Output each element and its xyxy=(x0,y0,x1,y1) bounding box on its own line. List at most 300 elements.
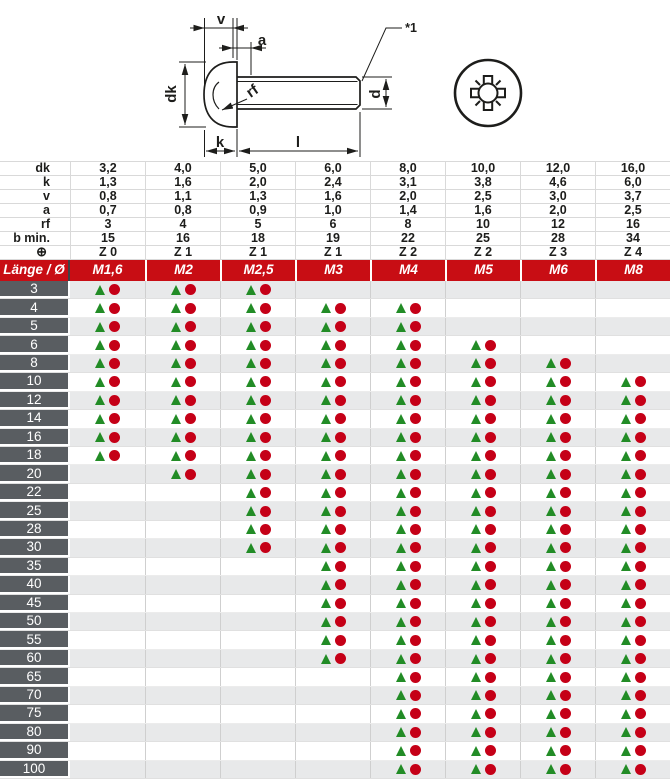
availability-cell xyxy=(595,595,670,612)
availability-circle-icon xyxy=(485,450,496,461)
availability-triangle-icon xyxy=(171,377,181,387)
availability-triangle-icon xyxy=(396,506,406,516)
availability-triangle-icon xyxy=(321,635,331,645)
availability-cell xyxy=(70,318,145,335)
availability-circle-icon xyxy=(560,616,571,627)
availability-circle-icon xyxy=(485,708,496,719)
table-row xyxy=(0,576,670,594)
availability-triangle-icon xyxy=(95,414,105,424)
length-label: 90 xyxy=(0,742,70,759)
availability-cell xyxy=(445,705,520,722)
availability-cell xyxy=(445,613,520,630)
availability-circle-icon xyxy=(260,340,271,351)
availability-circle-icon xyxy=(635,764,646,775)
availability-triangle-icon xyxy=(471,580,481,590)
dimension-value: 1,0 xyxy=(295,204,370,217)
availability-triangle-icon xyxy=(95,340,105,350)
dimension-value: 28 xyxy=(520,232,595,245)
availability-cell xyxy=(520,687,595,704)
availability-triangle-icon xyxy=(471,690,481,700)
availability-triangle-icon xyxy=(246,395,256,405)
dimension-value: Z 4 xyxy=(595,246,670,259)
availability-cell xyxy=(370,410,445,427)
availability-circle-icon xyxy=(560,598,571,609)
availability-triangle-icon xyxy=(621,524,631,534)
availability-cell xyxy=(370,576,445,593)
length-label: 65 xyxy=(0,668,70,685)
availability-circle-icon xyxy=(485,524,496,535)
availability-cell xyxy=(220,705,295,722)
availability-cell xyxy=(445,429,520,446)
availability-triangle-icon xyxy=(621,580,631,590)
availability-cell xyxy=(145,447,220,464)
pozidriv-recess-icon xyxy=(455,60,521,126)
availability-triangle-icon xyxy=(396,414,406,424)
availability-circle-icon xyxy=(635,598,646,609)
availability-cell xyxy=(370,668,445,685)
availability-circle-icon xyxy=(560,653,571,664)
availability-circle-icon xyxy=(560,469,571,480)
availability-circle-icon xyxy=(485,764,496,775)
availability-triangle-icon xyxy=(171,303,181,313)
availability-circle-icon xyxy=(635,487,646,498)
dimension-row xyxy=(0,232,670,246)
dimension-value: 16,0 xyxy=(595,162,670,175)
availability-triangle-icon xyxy=(396,580,406,590)
table-row xyxy=(0,281,670,299)
availability-cell xyxy=(295,502,370,519)
availability-triangle-icon xyxy=(621,635,631,645)
availability-cell xyxy=(520,595,595,612)
availability-cell xyxy=(595,687,670,704)
availability-circle-icon xyxy=(260,524,271,535)
availability-circle-icon xyxy=(109,432,120,443)
availability-circle-icon xyxy=(410,672,421,683)
availability-cell xyxy=(70,410,145,427)
availability-circle-icon xyxy=(335,506,346,517)
availability-cell xyxy=(520,299,595,316)
availability-cell xyxy=(520,539,595,556)
availability-cell xyxy=(70,724,145,741)
availability-triangle-icon xyxy=(621,414,631,424)
table-row xyxy=(0,613,670,631)
availability-triangle-icon xyxy=(321,598,331,608)
availability-triangle-icon xyxy=(396,303,406,313)
availability-cell xyxy=(295,687,370,704)
availability-triangle-icon xyxy=(546,395,556,405)
availability-circle-icon xyxy=(485,487,496,498)
availability-triangle-icon xyxy=(396,617,406,627)
availability-cell xyxy=(70,281,145,298)
availability-triangle-icon xyxy=(246,543,256,553)
dimension-value: 10,0 xyxy=(445,162,520,175)
table-row xyxy=(0,429,670,447)
availability-cell xyxy=(220,613,295,630)
availability-cell xyxy=(445,410,520,427)
availability-triangle-icon xyxy=(396,746,406,756)
length-label: 70 xyxy=(0,687,70,704)
availability-circle-icon xyxy=(560,524,571,535)
availability-cell xyxy=(295,742,370,759)
availability-circle-icon xyxy=(335,321,346,332)
length-label: 28 xyxy=(0,521,70,538)
availability-cell xyxy=(520,318,595,335)
dimension-row xyxy=(0,190,670,204)
availability-circle-icon xyxy=(635,450,646,461)
table-row xyxy=(0,705,670,723)
availability-circle-icon xyxy=(335,395,346,406)
availability-cell xyxy=(70,465,145,482)
availability-triangle-icon xyxy=(471,432,481,442)
table-row xyxy=(0,539,670,557)
availability-cell xyxy=(445,742,520,759)
availability-cell xyxy=(70,613,145,630)
dimension-value: 8,0 xyxy=(370,162,445,175)
dimension-value: 16 xyxy=(145,232,220,245)
availability-triangle-icon xyxy=(471,340,481,350)
availability-cell xyxy=(520,705,595,722)
availability-triangle-icon xyxy=(546,358,556,368)
dimension-value: 12,0 xyxy=(520,162,595,175)
table-row xyxy=(0,318,670,336)
availability-cell xyxy=(445,502,520,519)
availability-triangle-icon xyxy=(396,322,406,332)
dimension-value: 5 xyxy=(220,218,295,231)
availability-triangle-icon xyxy=(471,709,481,719)
availability-circle-icon xyxy=(335,340,346,351)
availability-triangle-icon xyxy=(546,672,556,682)
availability-cell xyxy=(595,521,670,538)
availability-circle-icon xyxy=(560,487,571,498)
availability-triangle-icon xyxy=(321,414,331,424)
length-label: 3 xyxy=(0,281,70,298)
availability-cell xyxy=(445,392,520,409)
dimension-value: Z 3 xyxy=(520,246,595,259)
availability-circle-icon xyxy=(485,506,496,517)
availability-cell xyxy=(70,558,145,575)
table-row xyxy=(0,484,670,502)
availability-circle-icon xyxy=(485,672,496,683)
availability-triangle-icon xyxy=(95,285,105,295)
availability-triangle-icon xyxy=(621,432,631,442)
availability-cell xyxy=(445,539,520,556)
availability-triangle-icon xyxy=(396,654,406,664)
availability-circle-icon xyxy=(410,395,421,406)
availability-circle-icon xyxy=(410,727,421,738)
availability-cell xyxy=(370,724,445,741)
availability-triangle-icon xyxy=(396,690,406,700)
availability-cell xyxy=(70,392,145,409)
matrix-column-header: M8 xyxy=(595,260,670,281)
availability-circle-icon xyxy=(635,690,646,701)
availability-cell xyxy=(370,521,445,538)
availability-circle-icon xyxy=(335,303,346,314)
availability-cell xyxy=(370,761,445,778)
length-label: 55 xyxy=(0,631,70,648)
availability-cell xyxy=(595,392,670,409)
availability-cell xyxy=(445,576,520,593)
availability-cell xyxy=(220,502,295,519)
availability-triangle-icon xyxy=(246,340,256,350)
availability-triangle-icon xyxy=(621,690,631,700)
availability-cell xyxy=(220,576,295,593)
availability-cell xyxy=(445,687,520,704)
availability-triangle-icon xyxy=(321,580,331,590)
availability-circle-icon xyxy=(260,469,271,480)
availability-circle-icon xyxy=(485,579,496,590)
dimension-label: k xyxy=(43,175,50,189)
availability-triangle-icon xyxy=(546,451,556,461)
availability-triangle-icon xyxy=(621,469,631,479)
availability-cell xyxy=(445,668,520,685)
availability-cell xyxy=(220,687,295,704)
table-row xyxy=(0,410,670,428)
dimension-row xyxy=(0,162,670,176)
availability-circle-icon xyxy=(485,358,496,369)
footnote-marker: *1 xyxy=(405,21,417,35)
availability-circle-icon xyxy=(185,284,196,295)
availability-circle-icon xyxy=(485,561,496,572)
length-label: 30 xyxy=(0,539,70,556)
dimension-value: 3,1 xyxy=(370,176,445,189)
availability-cell xyxy=(70,539,145,556)
dimension-row xyxy=(0,218,670,232)
availability-cell xyxy=(370,373,445,390)
availability-circle-icon xyxy=(185,395,196,406)
availability-triangle-icon xyxy=(321,506,331,516)
table-row xyxy=(0,521,670,539)
availability-circle-icon xyxy=(560,450,571,461)
dimension-value: Z 2 xyxy=(370,246,445,259)
availability-circle-icon xyxy=(410,450,421,461)
availability-triangle-icon xyxy=(95,377,105,387)
availability-cell xyxy=(145,613,220,630)
availability-cell xyxy=(520,724,595,741)
table-row xyxy=(0,355,670,373)
availability-triangle-icon xyxy=(321,617,331,627)
availability-circle-icon xyxy=(335,469,346,480)
availability-circle-icon xyxy=(185,303,196,314)
availability-cell xyxy=(595,355,670,372)
availability-cell xyxy=(220,336,295,353)
availability-circle-icon xyxy=(109,284,120,295)
dimension-value: Z 0 xyxy=(70,246,145,259)
availability-cell xyxy=(295,705,370,722)
availability-cell xyxy=(595,281,670,298)
dimension-value: 3,2 xyxy=(70,162,145,175)
availability-cell xyxy=(520,410,595,427)
availability-cell xyxy=(370,318,445,335)
length-label: 5 xyxy=(0,318,70,335)
availability-cell xyxy=(145,429,220,446)
availability-triangle-icon xyxy=(546,543,556,553)
availability-triangle-icon xyxy=(546,414,556,424)
availability-cell xyxy=(520,392,595,409)
availability-triangle-icon xyxy=(546,377,556,387)
dimension-row xyxy=(0,204,670,218)
availability-circle-icon xyxy=(635,469,646,480)
availability-circle-icon xyxy=(410,745,421,756)
availability-cell xyxy=(370,502,445,519)
table-row xyxy=(0,742,670,760)
availability-triangle-icon xyxy=(95,303,105,313)
length-label: 35 xyxy=(0,558,70,575)
dimension-value: 2,4 xyxy=(295,176,370,189)
dimension-value: 1,6 xyxy=(145,176,220,189)
availability-circle-icon xyxy=(560,727,571,738)
availability-circle-icon xyxy=(260,284,271,295)
availability-triangle-icon xyxy=(471,524,481,534)
availability-triangle-icon xyxy=(171,358,181,368)
availability-circle-icon xyxy=(109,321,120,332)
dimension-value: 15 xyxy=(70,232,145,245)
availability-circle-icon xyxy=(185,469,196,480)
dim-label-l: l xyxy=(295,134,301,151)
availability-circle-icon xyxy=(260,542,271,553)
availability-cell xyxy=(520,558,595,575)
availability-circle-icon xyxy=(335,579,346,590)
availability-circle-icon xyxy=(635,376,646,387)
availability-cell xyxy=(145,724,220,741)
table-row xyxy=(0,502,670,520)
dimension-value: 3,7 xyxy=(595,190,670,203)
availability-triangle-icon xyxy=(621,617,631,627)
availability-triangle-icon xyxy=(546,561,556,571)
availability-circle-icon xyxy=(260,303,271,314)
dimension-value: 0,9 xyxy=(220,204,295,217)
availability-cell xyxy=(520,742,595,759)
availability-cell xyxy=(520,668,595,685)
availability-cell xyxy=(220,447,295,464)
availability-cell xyxy=(370,631,445,648)
availability-circle-icon xyxy=(410,432,421,443)
availability-cell xyxy=(370,650,445,667)
dimension-value: 4 xyxy=(145,218,220,231)
availability-triangle-icon xyxy=(396,340,406,350)
availability-circle-icon xyxy=(560,672,571,683)
dim-label-rf: rf xyxy=(243,81,262,102)
availability-cell xyxy=(220,631,295,648)
availability-cell xyxy=(520,631,595,648)
availability-circle-icon xyxy=(410,690,421,701)
matrix-column-header: M1,6 xyxy=(92,262,123,277)
availability-cell xyxy=(370,705,445,722)
availability-circle-icon xyxy=(635,708,646,719)
availability-cell xyxy=(145,502,220,519)
matrix-header-row xyxy=(0,260,670,281)
availability-circle-icon xyxy=(185,376,196,387)
availability-circle-icon xyxy=(560,561,571,572)
availability-cell xyxy=(145,392,220,409)
availability-cell xyxy=(445,447,520,464)
length-label: 6 xyxy=(0,336,70,353)
availability-cell xyxy=(145,668,220,685)
availability-cell xyxy=(370,595,445,612)
availability-cell xyxy=(370,281,445,298)
availability-cell xyxy=(295,429,370,446)
availability-circle-icon xyxy=(185,413,196,424)
availability-cell xyxy=(70,631,145,648)
availability-cell xyxy=(445,465,520,482)
availability-cell xyxy=(220,521,295,538)
dimension-value: 16 xyxy=(595,218,670,231)
length-label: 12 xyxy=(0,392,70,409)
availability-triangle-icon xyxy=(396,432,406,442)
dimension-value: 8 xyxy=(370,218,445,231)
availability-triangle-icon xyxy=(396,488,406,498)
availability-triangle-icon xyxy=(546,506,556,516)
availability-triangle-icon xyxy=(246,414,256,424)
availability-circle-icon xyxy=(410,321,421,332)
availability-circle-icon xyxy=(109,303,120,314)
availability-triangle-icon xyxy=(471,377,481,387)
dimension-value: 0,8 xyxy=(70,190,145,203)
availability-cell xyxy=(295,410,370,427)
availability-cell xyxy=(370,484,445,501)
table-row xyxy=(0,299,670,317)
availability-cell xyxy=(595,631,670,648)
availability-cell xyxy=(70,502,145,519)
availability-cell xyxy=(445,336,520,353)
availability-triangle-icon xyxy=(621,451,631,461)
dimension-table xyxy=(0,161,670,260)
availability-cell xyxy=(70,650,145,667)
availability-circle-icon xyxy=(560,358,571,369)
availability-cell xyxy=(445,631,520,648)
availability-cell xyxy=(595,539,670,556)
availability-circle-icon xyxy=(185,450,196,461)
dimension-value: 0,8 xyxy=(145,204,220,217)
availability-circle-icon xyxy=(485,376,496,387)
availability-cell xyxy=(145,373,220,390)
table-row xyxy=(0,631,670,649)
availability-triangle-icon xyxy=(621,672,631,682)
dimension-label: v xyxy=(43,189,50,203)
availability-cell xyxy=(595,336,670,353)
availability-triangle-icon xyxy=(621,654,631,664)
availability-cell xyxy=(220,281,295,298)
availability-triangle-icon xyxy=(95,432,105,442)
availability-triangle-icon xyxy=(546,580,556,590)
availability-circle-icon xyxy=(560,745,571,756)
availability-circle-icon xyxy=(560,542,571,553)
availability-circle-icon xyxy=(260,395,271,406)
availability-circle-icon xyxy=(410,764,421,775)
availability-triangle-icon xyxy=(621,764,631,774)
dimension-value: 2,0 xyxy=(220,176,295,189)
availability-cell xyxy=(70,576,145,593)
availability-cell xyxy=(445,724,520,741)
table-row xyxy=(0,336,670,354)
availability-circle-icon xyxy=(260,487,271,498)
availability-triangle-icon xyxy=(396,358,406,368)
availability-cell xyxy=(595,613,670,630)
availability-cell xyxy=(595,318,670,335)
availability-cell xyxy=(295,465,370,482)
availability-triangle-icon xyxy=(171,451,181,461)
availability-triangle-icon xyxy=(246,432,256,442)
availability-circle-icon xyxy=(335,450,346,461)
availability-triangle-icon xyxy=(396,561,406,571)
availability-cell xyxy=(595,447,670,464)
length-label: 18 xyxy=(0,447,70,464)
availability-triangle-icon xyxy=(396,469,406,479)
table-row xyxy=(0,392,670,410)
table-row xyxy=(0,373,670,391)
availability-cell xyxy=(445,484,520,501)
availability-triangle-icon xyxy=(246,322,256,332)
availability-circle-icon xyxy=(635,635,646,646)
